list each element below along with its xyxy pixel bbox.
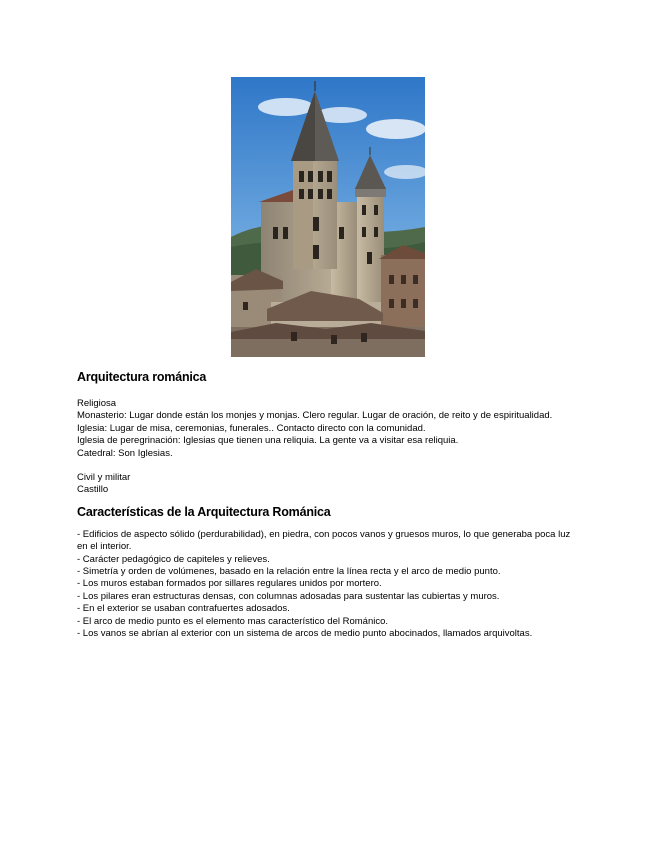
list-item: - Carácter pedagógico de capiteles y relieves.	[77, 553, 270, 565]
list-item: - Los muros estaban formados por sillares regulares unidos por mortero.	[77, 578, 382, 590]
list-item: - El arco de medio punto es el elemento mas característico del Románico.	[77, 615, 389, 627]
characteristics-list	[77, 529, 577, 641]
civil-item-castillo: Castillo	[77, 484, 109, 496]
religious-item-catedral: Catedral: Son Iglesias.	[77, 447, 173, 459]
religious-section	[77, 398, 577, 460]
religious-item-iglesia-peregrinacion: Iglesia de peregrinación: Iglesias que tienen una reliquia. La gente va a visitar esa reliquia.	[77, 435, 459, 447]
document-content	[77, 368, 577, 641]
list-item: - En el exterior se usaban contrafuertes adosados.	[77, 603, 290, 615]
section-title-caracteristicas: Características de la Arquitectura Románica	[77, 504, 331, 519]
list-item: - Simetría y orden de volúmenes, basado en la relación entre la línea recta y el arco de medio punto.	[77, 566, 501, 578]
religious-item-monasterio: Monasterio: Lugar donde están los monjes y monjas. Clero regular. Lugar de oración, de reito y de espiritualidad.	[77, 410, 553, 422]
romanesque-church-photo	[231, 77, 425, 357]
religious-heading: Religiosa	[77, 398, 117, 409]
list-item: - Los pilares eran estructuras densas, con columnas adosadas para sustentar las cubiertas y muros.	[77, 590, 500, 602]
section-title-arquitectura-romanica: Arquitectura románica	[77, 370, 207, 384]
civil-heading: Civil y militar	[77, 472, 131, 484]
religious-item-iglesia: Iglesia: Lugar de misa, ceremonias, funerales.. Contacto directo con la comunidad.	[77, 422, 426, 434]
list-item: - Edificios de aspecto sólido (perdurabilidad), en piedra, con pocos vanos y gruesos muros, lo que generaba poca luz en el interior.	[77, 528, 571, 553]
list-item: - Los vanos se abrían al exterior con un sistema de arcos de medio punto abocinados, llamados arquivoltas.	[77, 628, 533, 640]
civil-section	[77, 472, 577, 497]
